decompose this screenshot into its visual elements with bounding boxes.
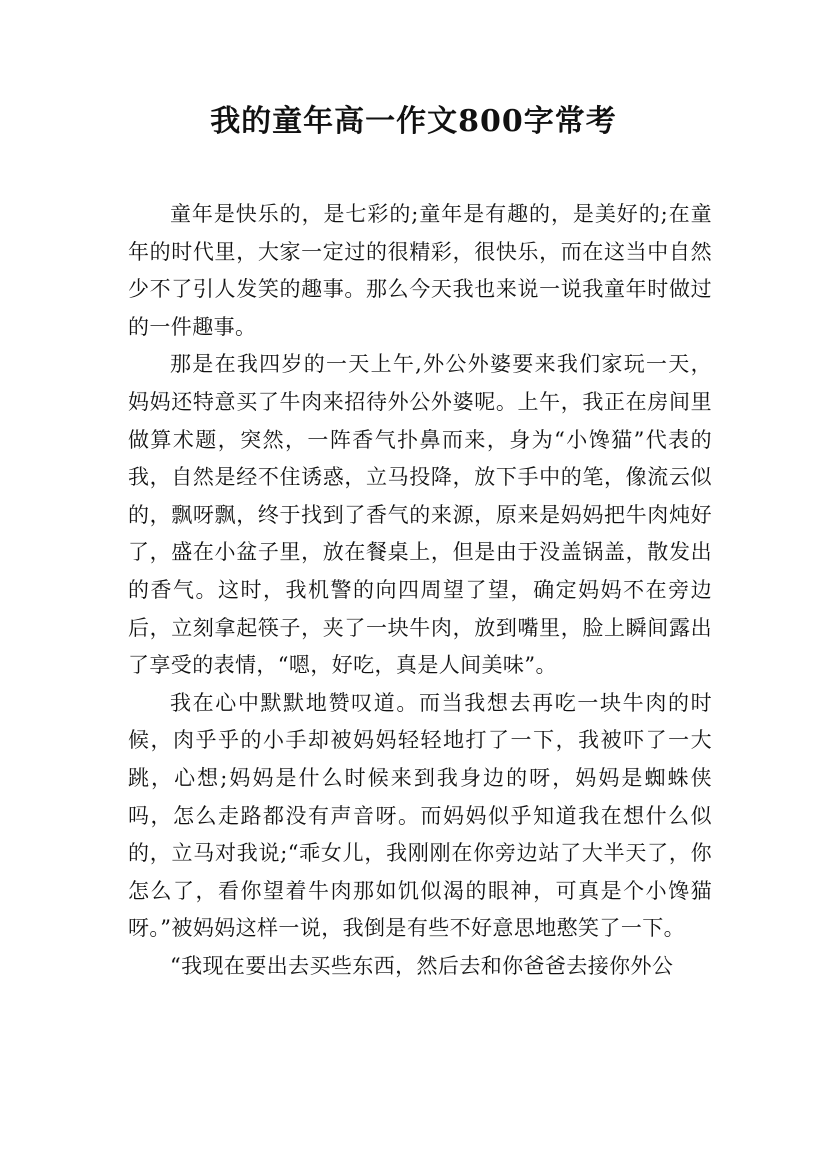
- document-body: [128, 196, 712, 985]
- paragraph-3: 我在心中默默地赞叹道。而当我想去再吃一块牛肉的时候，肉乎乎的小手却被妈妈轻轻地打了一下，我被吓了一大跳，心想;妈妈是什么时候来到我身边的呀，妈妈是蜘蛛侠吗，怎么走路都没有声音呀。而妈妈似乎知道我在想什么似的，立马对我说;“乖女儿，我刚刚在你旁边站了大半天了，你怎么了，看你望着牛肉那如饥似渴的眼神，可真是个小馋猫呀。”被妈妈这样一说，我倒是有些不好意思地憨笑了一下。: [128, 690, 712, 941]
- paragraph-1: 童年是快乐的，是七彩的;童年是有趣的，是美好的;在童年的时代里，大家一定过的很精彩，很快乐，而在这当中自然少不了引人发笑的趣事。那么今天我也来说一说我童年时做过的一件趣事。: [128, 202, 712, 339]
- paragraph-4: “我现在要出去买些东西，然后去和你爸爸去接你外公: [170, 953, 674, 978]
- document-title: 我的童年高一作文800字常考: [210, 104, 617, 139]
- paragraph-2: 那是在我四岁的一天上午,外公外婆要来我们家玩一天，妈妈还特意买了牛肉来招待外公外婆呢。上午，我正在房间里做算术题，突然，一阵香气扑鼻而来，身为“小馋猫”代表的我，自然是经不住诱惑，立马投降，放下手中的笔，像流云似的，飘呀飘，终于找到了香气的来源，原来是妈妈把牛肉炖好了，盛在小盆子里，放在餐桌上，但是由于没盖锅盖，散发出的香气。这时，我机警的向四周望了望，确定妈妈不在旁边后，立刻拿起筷子，夹了一块牛肉，放到嘴里，脸上瞬间露出了享受的表情，“嗯，好吃，真是人间美味”。: [128, 352, 712, 678]
